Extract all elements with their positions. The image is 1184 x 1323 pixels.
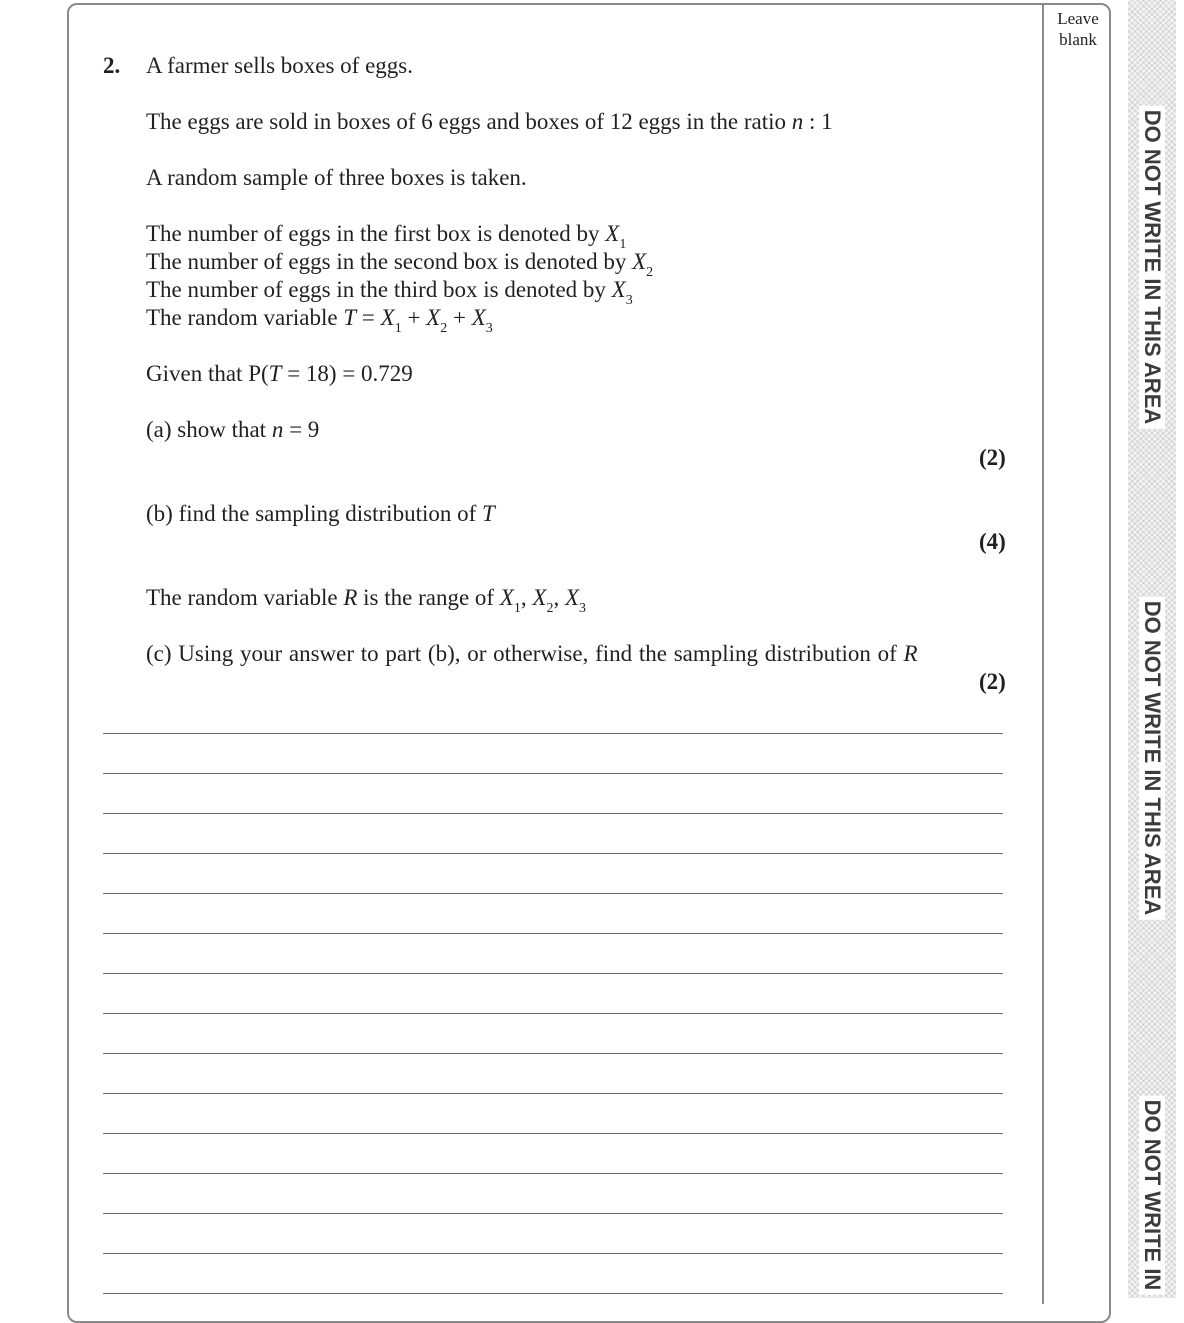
mark-a: (2) (979, 445, 1006, 470)
leave-blank-column-divider (1042, 4, 1044, 1304)
question-number: 2. (103, 53, 121, 78)
ratio-line: The eggs are sold in boxes of 6 eggs and boxes of 12 eggs in the ratio n : 1 (146, 109, 833, 134)
answer-line (103, 1253, 1003, 1254)
part-b: (b) find the sampling distribution of T (146, 501, 495, 526)
answer-line (103, 1293, 1003, 1294)
x1-definition: The number of eggs in the first box is denoted by $X_1$ (146, 221, 627, 252)
answer-line (103, 893, 1003, 894)
question-intro: A farmer sells boxes of eggs. (146, 53, 413, 78)
part-c: (c) Using your answer to part (b), or otherwise, find the sampling distribution of R (146, 641, 918, 666)
answer-line (103, 933, 1003, 934)
x3-definition: The number of eggs in the third box is denoted by $X_3$ (146, 277, 633, 308)
answer-line (103, 1213, 1003, 1214)
mark-c: (2) (979, 669, 1006, 694)
answer-line (103, 1133, 1003, 1134)
x2-definition: The number of eggs in the second box is denoted by $X_2$ (146, 249, 654, 280)
answer-line (103, 1173, 1003, 1174)
answer-line (103, 853, 1003, 854)
answer-line (103, 813, 1003, 814)
leave-blank-label: Leave blank (1057, 9, 1099, 49)
answer-line (103, 1053, 1003, 1054)
range-definition: The random variable R is the range of $X_1$, $X_2$, $X_3$ (146, 585, 587, 616)
answer-line (103, 733, 1003, 734)
part-a: (a) show that n = 9 (146, 417, 320, 442)
given-probability: Given that P(T = 18) = 0.729 (146, 361, 413, 386)
mark-b: (4) (979, 529, 1006, 554)
answer-line (103, 773, 1003, 774)
answer-line (103, 1093, 1003, 1094)
sample-line: A random sample of three boxes is taken. (146, 165, 527, 190)
answer-line (103, 1013, 1003, 1014)
t-definition: The random variable $T = X_1 + X_2 + X_3$ (146, 305, 493, 336)
answer-line (103, 973, 1003, 974)
